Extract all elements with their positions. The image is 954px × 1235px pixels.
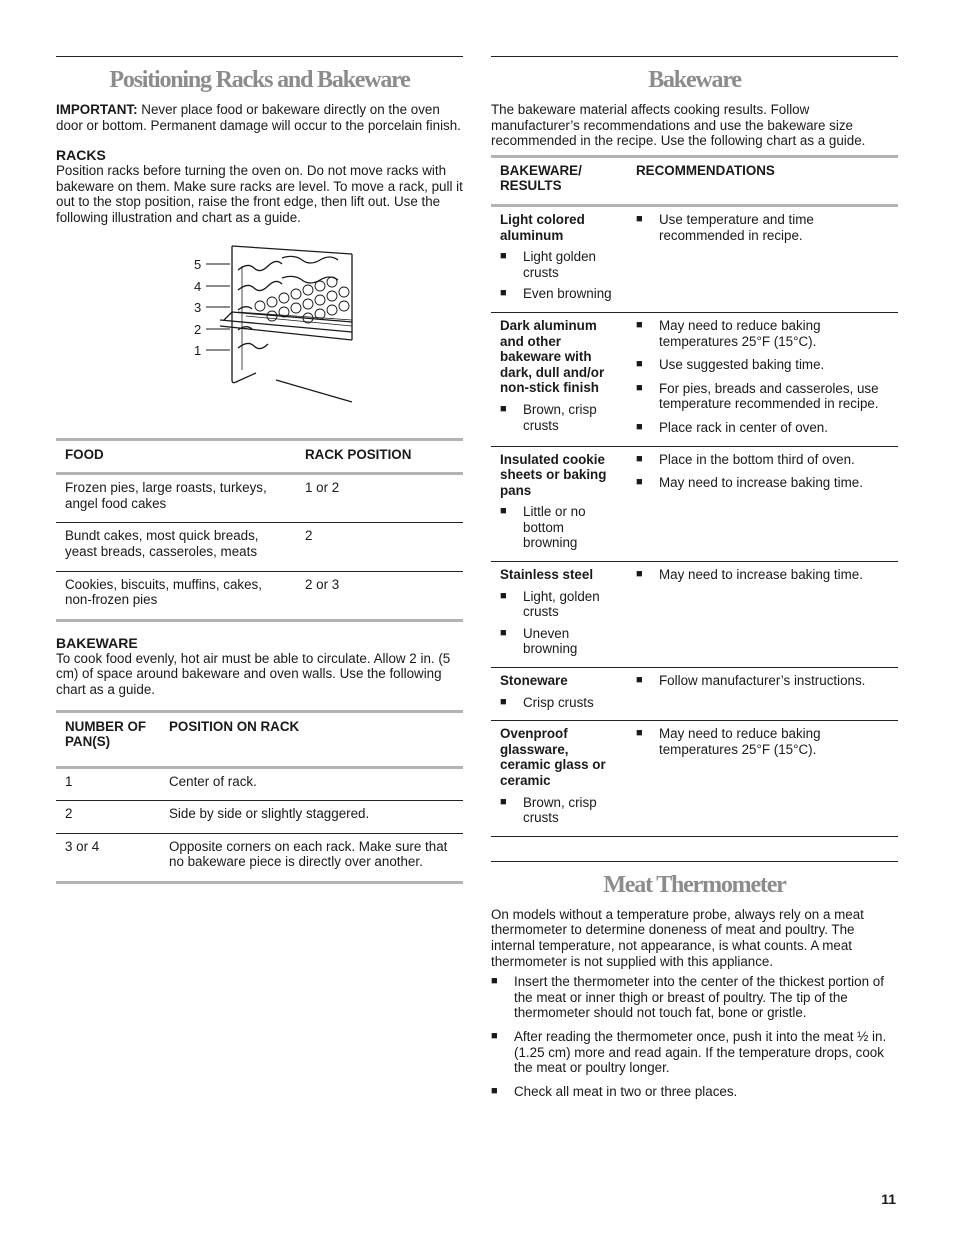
list-item [491, 974, 898, 1021]
recommendation-item [636, 357, 889, 373]
result-item [500, 249, 618, 280]
recommendation-text: Place in the bottom third of oven. [659, 451, 855, 467]
food-cell: Bundt cakes, most quick breads, yeast breads, casseroles, meats [56, 523, 296, 571]
important-text: Never place food or bakeware directly on the oven door or bottom. Permanent damage will occur to the porcelain finish. [56, 102, 461, 133]
result-text: Light, golden crusts [523, 588, 600, 620]
recommendations-cell [627, 721, 898, 837]
header-number-of-pans: NUMBER OF PAN(S) [56, 711, 160, 767]
bullet-icon: ■ [636, 318, 643, 331]
bakeware-cell [491, 205, 627, 312]
rack-number-3: 3 [194, 299, 202, 315]
pan-position-cell: Center of rack. [169, 773, 257, 789]
pan-count-cell: 1 [65, 773, 73, 789]
bullet-icon: ■ [636, 420, 643, 433]
rack-position-table [56, 438, 463, 622]
bakeware-intro: The bakeware material affects cooking results. Follow manufacturer’s recommendations and use the bakeware size recommended in the recipe. Use the following chart as a guide. [491, 102, 866, 149]
recommendations-cell [627, 205, 898, 312]
bullet-icon: ■ [500, 250, 507, 263]
recommendation-text: May need to reduce baking temperatures 25°F (15°C). [659, 726, 821, 757]
section-divider [491, 56, 898, 57]
result-text: Brown, crisp crusts [523, 794, 597, 826]
table-row [491, 562, 898, 668]
header-food: FOOD [56, 439, 296, 474]
result-item [500, 626, 618, 657]
table-row [56, 767, 463, 801]
bullet-icon: ■ [500, 695, 507, 708]
recommendation-item [636, 318, 889, 349]
list-item [491, 1029, 898, 1076]
meat-thermometer-title: Meat Thermometer [603, 871, 786, 898]
list-item-text: Check all meat in two or three places. [514, 1083, 738, 1099]
result-item [500, 402, 618, 433]
table-row [56, 571, 463, 620]
bakeware-name: Stoneware [500, 673, 568, 689]
recommendation-text: Use suggested baking time. [659, 357, 825, 373]
bakeware-text: To cook food evenly, hot air must be able to circulate. Allow 2 in. (5 cm) of space around bakeware and oven walls. Use the following chart as a guide. [56, 650, 451, 697]
bullet-icon: ■ [500, 402, 507, 415]
recommendation-item [636, 212, 889, 243]
table-header-row [56, 439, 463, 474]
racks-heading: RACKS [56, 147, 106, 164]
result-item [500, 695, 618, 711]
table-row [491, 668, 898, 721]
table-row [491, 446, 898, 562]
recommendations-cell [627, 562, 898, 668]
table-row [491, 721, 898, 837]
result-text: Crisp crusts [523, 694, 594, 710]
bakeware-name: Ovenproof glassware, ceramic glass or ceramic [500, 726, 606, 788]
list-item [491, 1084, 898, 1100]
table-row [491, 205, 898, 312]
rack-number-2: 2 [194, 321, 202, 337]
bullet-icon: ■ [636, 568, 643, 581]
section-divider [491, 861, 898, 862]
list-item-text: After reading the thermometer once, push it into the meat ½ in. (1.25 cm) more and read again. If the temperature drops, cook the meat or poultry longer. [514, 1028, 887, 1076]
racks-section-title: Positioning Racks and Bakeware [109, 67, 410, 93]
recommendations-cell [627, 446, 898, 562]
list-item-text: Insert the thermometer into the center of the thickest portion of the meat or inner thigh or breast of poultry. The tip of the thermometer should not touch fat, bone or gristle. [514, 974, 884, 1021]
rack-position-cell: 2 [296, 523, 463, 571]
bakeware-name: Stainless steel [500, 567, 594, 583]
bakeware-name: Dark aluminum and other bakeware with dark, dull and/or non-stick finish [500, 317, 605, 396]
rack-number-5: 5 [194, 256, 202, 272]
rack-position-cell: 1 or 2 [305, 480, 340, 496]
rack-number-1: 1 [194, 342, 202, 358]
header-recommendations: RECOMMENDATIONS [627, 156, 898, 205]
bullet-icon: ■ [636, 476, 643, 489]
rack-number-4: 4 [194, 278, 202, 294]
header-position-on-rack: POSITION ON RACK [160, 711, 463, 767]
bullet-icon: ■ [491, 975, 498, 988]
page-number: 11 [881, 1191, 896, 1207]
recommendation-text: Place rack in center of oven. [659, 419, 828, 435]
result-text: Brown, crisp crusts [523, 401, 597, 433]
recommendation-text: For pies, breads and casseroles, use temperature recommended in recipe. [659, 380, 879, 412]
recommendation-text: May need to reduce baking temperatures 25°F (15°C). [659, 317, 821, 349]
recommendation-item [636, 567, 889, 583]
table-header-row [56, 711, 463, 767]
table-row [56, 833, 463, 882]
bullet-icon: ■ [636, 212, 643, 225]
bullet-icon: ■ [636, 674, 643, 687]
bullet-icon: ■ [500, 795, 507, 808]
bullet-icon: ■ [500, 505, 507, 518]
bullet-icon: ■ [636, 727, 643, 740]
result-item [500, 286, 618, 302]
bakeware-name: Insulated cookie sheets or baking pans [500, 451, 607, 498]
header-rack-position: RACK POSITION [296, 439, 463, 474]
table-row [56, 474, 463, 523]
result-item [500, 795, 618, 826]
result-text: Little or no bottom browning [523, 504, 586, 551]
section-divider [56, 56, 463, 57]
pan-position-cell: Opposite corners on each rack. Make sure that no bakeware piece is directly over another. [160, 833, 463, 882]
recommendation-item [636, 381, 889, 412]
left-column [56, 56, 463, 884]
bakeware-name: Light colored aluminum [500, 211, 585, 243]
right-column [491, 56, 898, 1099]
bakeware-table [491, 155, 898, 837]
bakeware-table-body [491, 205, 898, 836]
recommendations-cell [627, 668, 898, 721]
pan-count-cell: 2 [56, 801, 160, 834]
recommendation-item [636, 475, 889, 491]
food-cell: Cookies, biscuits, muffins, cakes, non-frozen pies [56, 571, 296, 620]
bullet-icon: ■ [636, 358, 643, 371]
recommendation-item [636, 726, 889, 757]
table-header-row [491, 156, 898, 205]
result-item [500, 504, 618, 551]
bakeware-cell [491, 312, 627, 446]
table-row [56, 523, 463, 571]
recommendations-cell [627, 312, 898, 446]
header-bakeware-results: BAKEWARE/ RESULTS [491, 156, 627, 205]
important-note [56, 102, 463, 133]
result-item [500, 589, 618, 620]
recommendation-item [636, 673, 889, 689]
bakeware-cell [491, 562, 627, 668]
bakeware-cell [491, 721, 627, 837]
bakeware-cell [491, 668, 627, 721]
bakeware-section-title: Bakeware [648, 67, 741, 93]
bullet-icon: ■ [500, 287, 507, 300]
pan-position-cell: Side by side or slightly staggered. [160, 801, 463, 834]
recommendation-text: May need to increase baking time. [659, 567, 863, 583]
bullet-icon: ■ [491, 1084, 498, 1097]
pan-count-cell: 3 or 4 [56, 833, 160, 882]
recommendation-text: Use temperature and time recommended in recipe. [659, 211, 814, 243]
food-cell: Frozen pies, large roasts, turkeys, angel food cakes [65, 480, 267, 511]
table-row [491, 312, 898, 446]
recommendation-item [636, 452, 889, 468]
rack-illustration [56, 240, 463, 420]
meat-intro: On models without a temperature probe, always rely on a meat thermometer to determine doneness of meat and poultry. The internal temperature, not appearance, is what counts. A meat thermometer is not supplied with this appliance. [491, 906, 864, 969]
result-text: Light golden crusts [523, 249, 596, 280]
recommendation-text: May need to increase baking time. [659, 475, 863, 491]
racks-text: Position racks before turning the oven on. Do not move racks with bakeware on them. Make sure racks are level. To move a rack, pull it out to the stop position, raise the front edge, then lift out. Use the following illustration and chart as a guide. [56, 163, 463, 225]
bullet-icon: ■ [491, 1029, 498, 1042]
pan-position-table [56, 710, 463, 885]
bullet-icon: ■ [500, 589, 507, 602]
rack-position-cell: 2 or 3 [296, 571, 463, 620]
bullet-icon: ■ [636, 452, 643, 465]
meat-bullet-list [491, 974, 898, 1099]
bullet-icon: ■ [636, 381, 643, 394]
table-row [56, 801, 463, 834]
result-text: Even browning [523, 286, 612, 302]
important-label: IMPORTANT: [56, 102, 138, 117]
result-text: Uneven browning [523, 625, 578, 657]
bullet-icon: ■ [500, 626, 507, 639]
bakeware-cell [491, 446, 627, 562]
recommendation-item [636, 420, 889, 436]
recommendation-text: Follow manufacturer’s instructions. [659, 673, 866, 689]
bakeware-heading: BAKEWARE [56, 634, 138, 651]
